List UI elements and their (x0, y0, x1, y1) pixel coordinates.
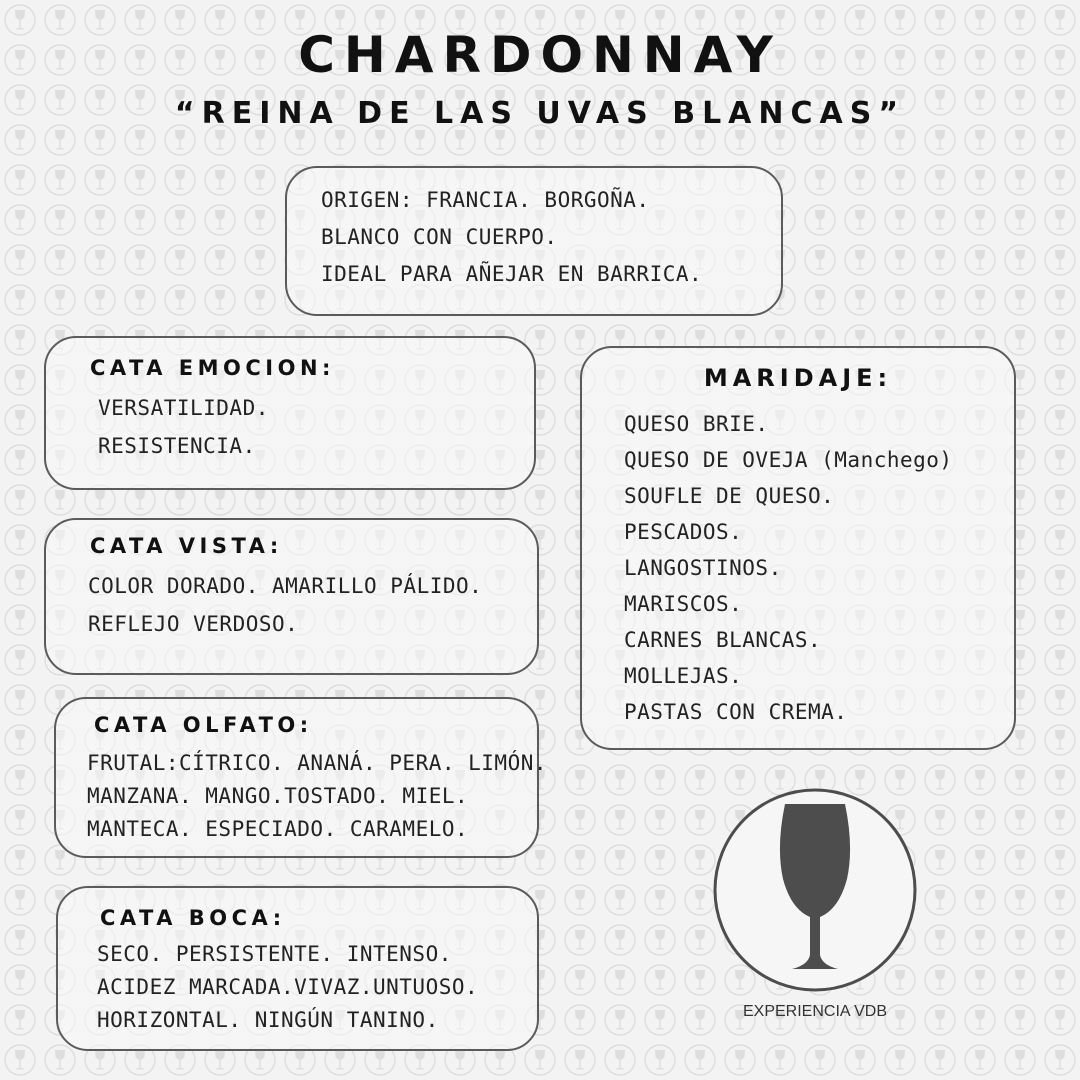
brand-text: EXPERIENCIA VDB (742, 1003, 888, 1020)
maridaje-item: QUESO BRIE. (624, 412, 769, 436)
cata-boca-box (56, 886, 539, 1051)
cata-vista-line: COLOR DORADO. AMARILLO PÁLIDO. (88, 574, 483, 598)
origen-line: IDEAL PARA AÑEJAR EN BARRICA. (321, 262, 703, 286)
origen-box (285, 166, 783, 316)
maridaje-heading: MARIDAJE: (703, 364, 893, 392)
origen-line: BLANCO CON CUERPO. (321, 225, 558, 249)
cata-olfato-line: MANZANA. MANGO.TOSTADO. MIEL. (87, 784, 469, 808)
cata-emocion-line: RESISTENCIA. (98, 434, 256, 458)
cata-boca-heading: CATA BOCA: (100, 906, 286, 930)
cata-emocion-line: VERSATILIDAD. (98, 396, 269, 420)
maridaje-item: LANGOSTINOS. (624, 556, 782, 580)
cata-vista-box (44, 518, 539, 675)
cata-emocion-box (44, 336, 536, 490)
maridaje-item: QUESO DE OVEJA (Manchego) (624, 448, 953, 472)
cata-emocion-heading: CATA EMOCION: (90, 356, 335, 380)
maridaje-item: CARNES BLANCAS. (624, 628, 822, 652)
cata-olfato-line: MANTECA. ESPECIADO. CARAMELO. (87, 817, 469, 841)
wine-glass-icon (712, 787, 918, 993)
cata-boca-line: HORIZONTAL. NINGÚN TANINO. (97, 1008, 439, 1032)
cata-vista-heading: CATA VISTA: (90, 534, 283, 558)
maridaje-item: MARISCOS. (624, 592, 743, 616)
cata-olfato-line: FRUTAL:CÍTRICO. ANANÁ. PERA. LIMÓN. (87, 751, 548, 775)
cata-boca-line: SECO. PERSISTENTE. INTENSO. (97, 942, 452, 966)
maridaje-item: MOLLEJAS. (624, 664, 743, 688)
cata-boca-line: ACIDEZ MARCADA.VIVAZ.UNTUOSO. (97, 975, 479, 999)
cata-vista-line: REFLEJO VERDOSO. (88, 612, 299, 636)
cata-olfato-box (54, 697, 548, 858)
maridaje-item: PESCADOS. (624, 520, 743, 544)
page-subtitle: “REINA DE LAS UVAS BLANCAS” (174, 96, 906, 131)
page-title: CHARDONNAY (298, 26, 782, 84)
maridaje-box (580, 346, 1016, 750)
maridaje-item: PASTAS CON CREMA. (624, 700, 848, 724)
origen-line: ORIGEN: FRANCIA. BORGOÑA. (321, 188, 650, 212)
cata-olfato-heading: CATA OLFATO: (94, 713, 313, 737)
maridaje-item: SOUFLE DE QUESO. (624, 484, 835, 508)
